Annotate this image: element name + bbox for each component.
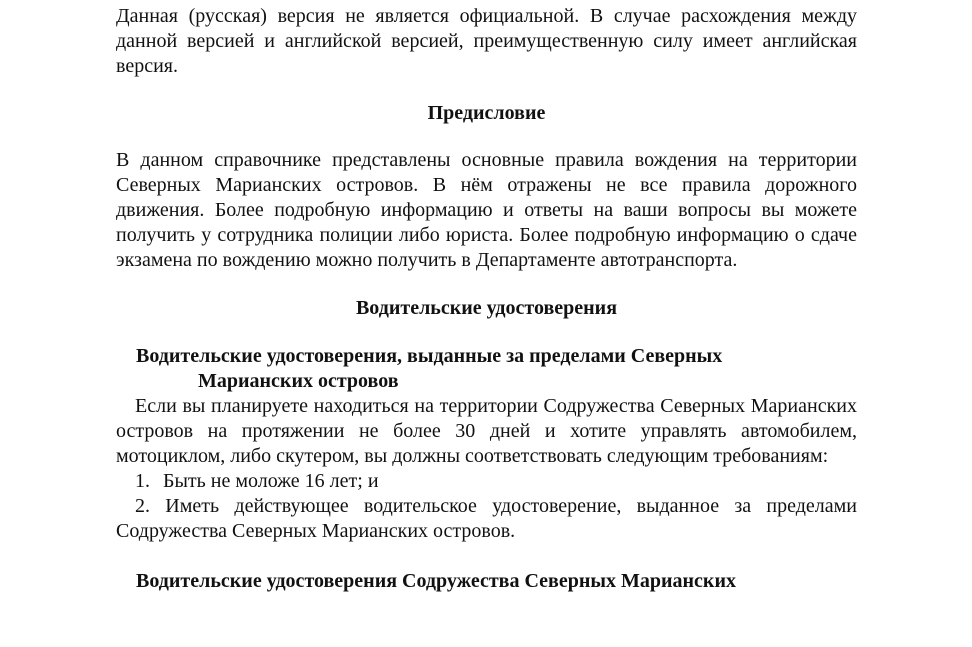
foreign-licenses-heading [116,344,857,394]
cnmi-licenses-heading: Водительские удостоверения Содружества Северных Марианских [136,570,736,592]
list-item-number: 1. [135,470,150,492]
list-item-2 [116,494,857,544]
list-item-number: 2. [135,495,150,517]
list-item-1 [116,469,857,494]
foreign-licenses-heading-line2: Марианских островов [198,370,399,392]
list-item-text: Быть не моложе 16 лет; и [163,470,379,492]
preface-heading: Предисловие [427,102,546,124]
disclaimer-paragraph: Данная (русская) версия не является официальной. В случае расхождения между данной версией и английской версией, преимущественную силу имеет английская версия. [116,5,857,77]
document-content [116,4,857,594]
list-item-text: Иметь действующее водительское удостоверение, выданное за пределами Содружества Северных Марианских островов. [116,495,857,542]
foreign-licenses-heading-line1: Водительские удостоверения, выданные за пределами Северных [136,345,723,367]
foreign-licenses-paragraph: Если вы планируете находиться на территории Содружества Северных Марианских островов на протяжении не более 30 дней и хотите управлять автомобилем, мотоциклом, либо скутером, вы должны соответствовать следующим требованиям: [116,395,857,467]
licenses-heading: Водительские удостоверения [355,297,618,319]
preface-paragraph: В данном справочнике представлены основные правила вождения на территории Северных Марианских островов. В нём отражены не все правила дорожного движения. Более подробную информацию и ответы на ваши вопросы вы можете получить у сотрудника полиции либо юриста. Более подробную информацию о сдаче экзамена по вождению можно получить в Департаменте автотранспорта. [116,149,857,271]
